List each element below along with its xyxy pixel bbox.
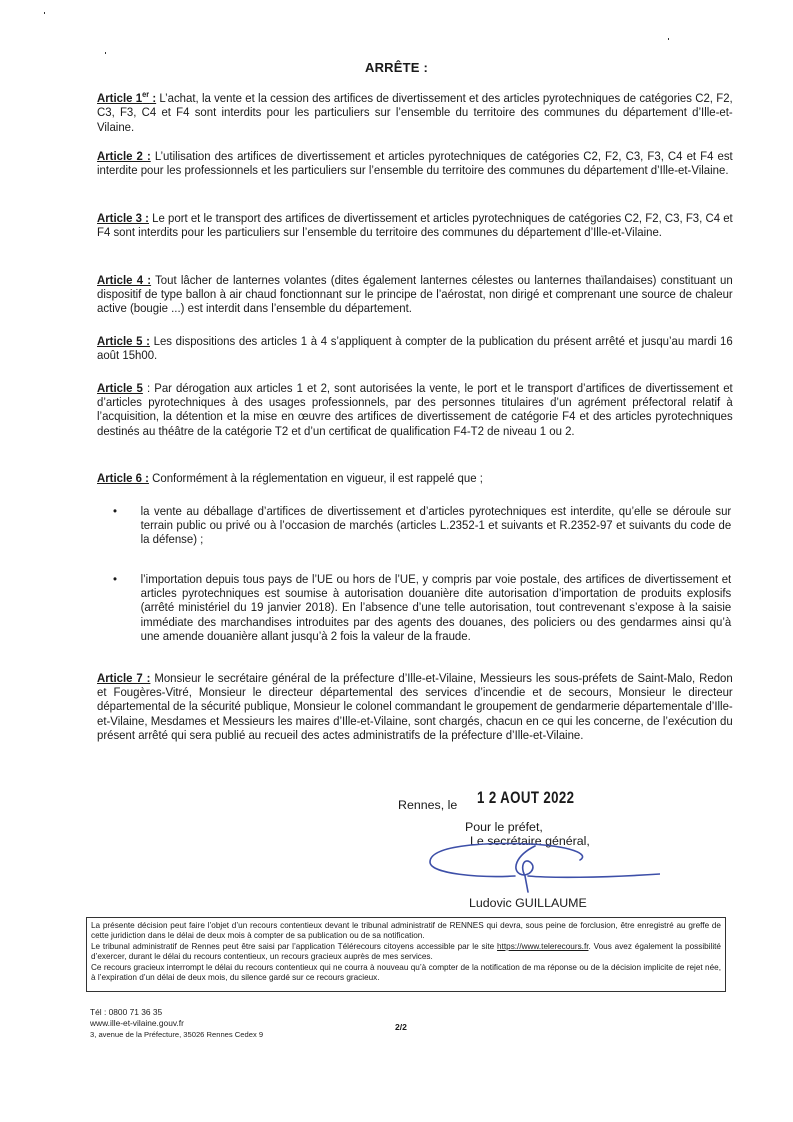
signature-role-line-1: Pour le préfet, <box>465 820 543 834</box>
notice-paragraph-3: Ce recours gracieux interrompt le délai du recours contentieux qui ne courra à nouveau qu’à compter de la notification de ma réponse ou de la décision implicite de rejet née, à l’expiration d’un délai de deux mois, du silence gardé sur ce recours gracieux. <box>91 962 721 983</box>
signature-place: Rennes, le <box>398 798 458 812</box>
article-4 <box>97 273 733 316</box>
notice-paragraph-1: La présente décision peut faire l’objet d’un recours contentieux devant le tribunal administratif de RENNES qui devra, sous peine de forclusion, être enregistré au greffe de cette juridiction dans le délai de deux mois à compter de sa publication ou de sa notification. <box>91 921 721 941</box>
article-6-label: Article 6 : <box>97 471 149 485</box>
scan-speck <box>105 52 106 54</box>
signatory-name: Ludovic GUILLAUME <box>469 896 587 910</box>
date-stamp: 1 2 AOUT 2022 <box>477 788 575 807</box>
legal-recourse-notice <box>86 917 726 992</box>
bullet-icon: • <box>113 504 117 518</box>
bullet-icon: • <box>113 572 117 586</box>
article-1-text: L’achat, la vente et la cession des artifices de divertissement et des articles pyrotechniques de catégories C2, F2, C3, F3, C4 et F4 sont interdits pour les particuliers sur l’ensemble du territoire des communes du département d’Ille-et-Vilaine. <box>97 91 733 134</box>
article-5-bis-label: Article 5 <box>97 381 143 395</box>
telerecours-link[interactable]: https://www.telerecours.fr <box>497 941 589 951</box>
article-7-text: Monsieur le secrétaire général de la préfecture d’Ille-et-Vilaine, Messieurs les sous-préfets de Saint-Malo, Redon et Fougères-Vitré, Monsieur le directeur départemental des services d’incendie et de secours, Monsieur le directeur départemental de la sécurité publique, Monsieur le colonel commandant le groupement de gendarmerie départementale d’Ille-et-Vilaine, Mesdames et Messieurs les maires d’Ille-et-Vilaine, sont chargés, chacun en ce qui les concerne, de l’exécution du présent arrêté qui sera publié au recueil des actes administratifs de la préfecture d’Ille-et-Vilaine. <box>97 671 733 742</box>
article-5-label: Article 5 : <box>97 334 150 348</box>
article-7 <box>97 671 733 742</box>
article-3 <box>97 211 733 239</box>
footer-contact <box>90 1007 263 1040</box>
article-5 <box>97 334 733 362</box>
decree-heading: ARRÊTE : <box>365 60 428 75</box>
footer-address: 3, avenue de la Préfecture, 35026 Rennes Cedex 9 <box>90 1030 264 1039</box>
scan-speck <box>668 38 669 40</box>
article-4-label: Article 4 : <box>97 273 152 287</box>
article-5-text: Les dispositions des articles 1 à 4 s’appliquent à compter de la publication du présent arrêté et jusqu’au mardi 16 août 15h00. <box>97 334 733 363</box>
footer-website[interactable]: www.ille-et-vilaine.gouv.fr <box>90 1018 184 1028</box>
article-6 <box>97 471 733 485</box>
article-3-text: Le port et le transport des artifices de divertissement et articles pyrotechniques de catégories C2, F2, C3, F3, C4 et F4 sont interdits pour les particuliers sur l’ensemble du territoire des communes du département d’Ille-et-Vilaine. <box>97 211 733 240</box>
article-7-label: Article 7 : <box>97 671 151 685</box>
signature-role-line-2: Le secrétaire général, <box>470 834 590 848</box>
article-5-bis-text: Par dérogation aux articles 1 et 2, sont autorisées la vente, le port et le transport d’artifices de divertissement et d’articles pyrotechniques à des usages professionnels, par des personnes titulaires d’un agrément préfectoral relatif à l’acquisition, la détention et la mise en œuvre des artifices de divertissement de catégorie F4 et des articles pyrotechniques destinés au théâtre de la catégorie T2 et d’un certificat de qualification F4-T2 de niveau 1 ou 2. <box>97 381 733 438</box>
footer-phone: Tél : 0800 71 36 35 <box>90 1007 163 1017</box>
article-5-bis <box>97 381 733 438</box>
article-5-bis-label-suffix: : <box>142 381 151 395</box>
bullet-text: la vente au déballage d’artifices de divertissement et d’articles pyrotechniques est interdite, qu’elle se déroule sur terrain public ou privé ou à l’occasion de marchés (articles L.2352-1 et suivants et R.2352-97 et suivants du code de la défense) ; <box>140 504 732 547</box>
handwritten-signature <box>420 836 660 896</box>
article-1 <box>97 88 733 134</box>
scan-speck <box>44 12 45 14</box>
article-2-text: L’utilisation des artifices de divertissement et articles pyrotechniques de catégories C2, F2, C3, F3, C4 et F4 est interdite pour les professionnels et les particuliers sur l’ensemble du territoire des communes du département d’Ille-et-Vilaine. <box>97 149 733 178</box>
article-2-label: Article 2 : <box>97 149 151 163</box>
article-2 <box>97 149 733 177</box>
article-1-label: Article 1er : <box>97 90 157 106</box>
article-4-text: Tout lâcher de lanternes volantes (dites également lanternes célestes ou lanternes thaïlandaises) constituant un dispositif de type ballon à air chaud fonctionnant sur le principe de l’aérostat, non dirigé et comprenant une source de chaleur active (bougie ...) est interdit dans l’ensemble du département. <box>97 273 733 316</box>
bullet-text: l’importation depuis tous pays de l’UE ou hors de l’UE, y compris par voie postale, des artifices de divertissement et articles pyrotechniques est soumise à autorisation douanière dite autorisation d’importation de produits explosifs (arrêté ministériel du 19 janvier 2018). En l’absence d’une telle autorisation, tout contrevenant s’expose à la saisie immédiate des marchandises introduites par des agents des douanes, des policiers ou des gendarmes ainsi qu’à une amende douanière allant jusqu’à 2 fois la valeur de la fraude. <box>140 572 732 643</box>
signature-stroke <box>430 844 660 892</box>
article-6-text: Conformément à la réglementation en vigueur, il est rappelé que ; <box>148 471 483 485</box>
page-number: 2/2 <box>395 1022 407 1032</box>
notice-paragraph-2: Le tribunal administratif de Rennes peut être saisi par l’application Télérecours citoyens accessible par le site https://www.telerecours.fr. Vous avez également la possibilité d’exercer, durant le délai du recours contentieux, un recours gracieux auprès de mes services. <box>91 941 721 962</box>
article-3-label: Article 3 : <box>97 211 149 225</box>
